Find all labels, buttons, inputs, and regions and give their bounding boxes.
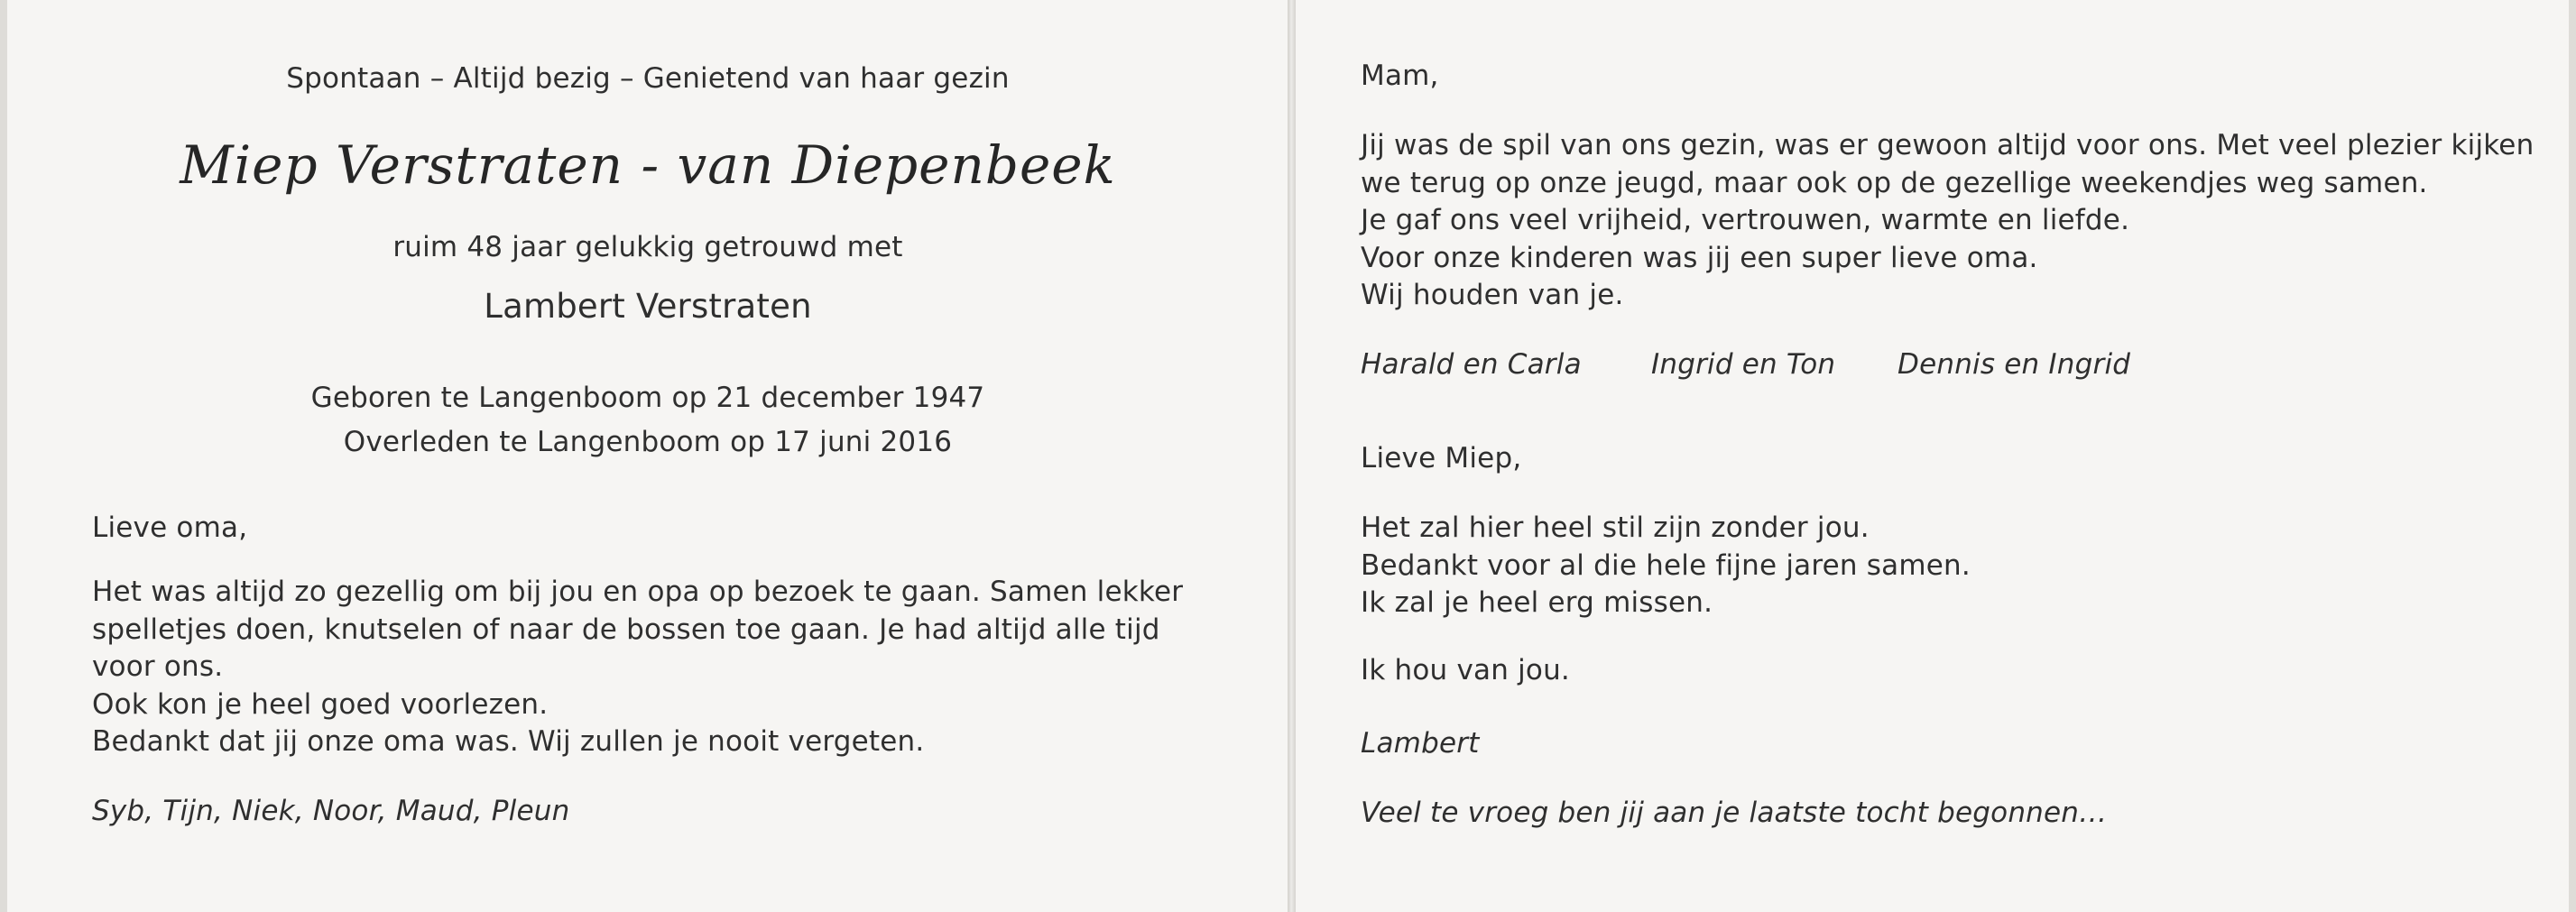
motto: Spontaan – Altijd bezig – Genietend van haar gezin xyxy=(286,62,1010,95)
message-line: Ik zal je heel erg missen. xyxy=(1361,586,1713,619)
husband-message xyxy=(1361,510,1971,622)
children-greeting: Mam, xyxy=(1361,60,1439,92)
message-line: Bedankt dat jij onze oma was. Wij zullen je nooit vergeten. xyxy=(92,725,925,758)
card-fold xyxy=(1288,0,1295,912)
message-line: Ook kon je heel goed voorlezen. xyxy=(92,687,549,721)
message-line: Je gaf ons veel vrijheid, vertrouwen, warmte en liefde. xyxy=(1361,204,2130,236)
death-line: Overleden te Langenboom op 17 juni 2016 xyxy=(343,426,953,458)
deceased-name: Miep Verstraten - van Diepenbeek xyxy=(180,134,1116,196)
children-signature-2: Ingrid en Ton xyxy=(1651,348,1836,381)
message-line: spelletjes doen, knutselen of naar de bossen toe gaan. Je had altijd alle tijd xyxy=(92,613,1160,646)
message-line: Het zal hier heel stil zijn zonder jou. xyxy=(1361,511,1870,544)
message-line: Het was altijd zo gezellig om bij jou en opa op bezoek te gaan. Samen lekker xyxy=(92,576,1184,608)
closing-line: Veel te vroeg ben jij aan je laatste tocht begonnen… xyxy=(1361,797,2108,829)
message-line: Voor onze kinderen was jij een super lieve oma. xyxy=(1361,241,2038,274)
message-line: we terug op onze jeugd, maar ook op de gezellige weekendjes weg samen. xyxy=(1361,166,2428,199)
message-line: Jij was de spil van ons gezin, was er gewoon altijd voor ons. Met veel plezier kijken xyxy=(1361,129,2534,161)
grandchildren-message xyxy=(92,574,1183,761)
love-line: Ik hou van jou. xyxy=(1361,654,1570,686)
grandchildren-signature: Syb, Tijn, Niek, Noor, Maud, Pleun xyxy=(92,795,570,827)
children-message xyxy=(1361,127,2534,315)
card-edge-right xyxy=(2569,0,2576,912)
message-line: Bedankt voor al die hele fijne jaren samen. xyxy=(1361,548,1971,582)
message-line: Wij houden van je. xyxy=(1361,279,1624,311)
birth-line: Geboren te Langenboom op 21 december 1947 xyxy=(310,382,985,414)
left-card-panel xyxy=(7,0,1288,912)
right-card-panel xyxy=(1295,0,2569,912)
husband-greeting: Lieve Miep, xyxy=(1361,442,1522,474)
husband-signature: Lambert xyxy=(1361,727,1480,760)
grandchildren-greeting: Lieve oma, xyxy=(92,511,248,544)
children-signature-3: Dennis en Ingrid xyxy=(1897,348,2131,381)
spouse-name: Lambert Verstraten xyxy=(484,287,812,326)
card-edge-left xyxy=(0,0,7,912)
children-signature-1: Harald en Carla xyxy=(1361,348,1582,381)
message-line: voor ons. xyxy=(92,650,224,683)
married-line: ruim 48 jaar gelukkig getrouwd met xyxy=(392,231,903,263)
